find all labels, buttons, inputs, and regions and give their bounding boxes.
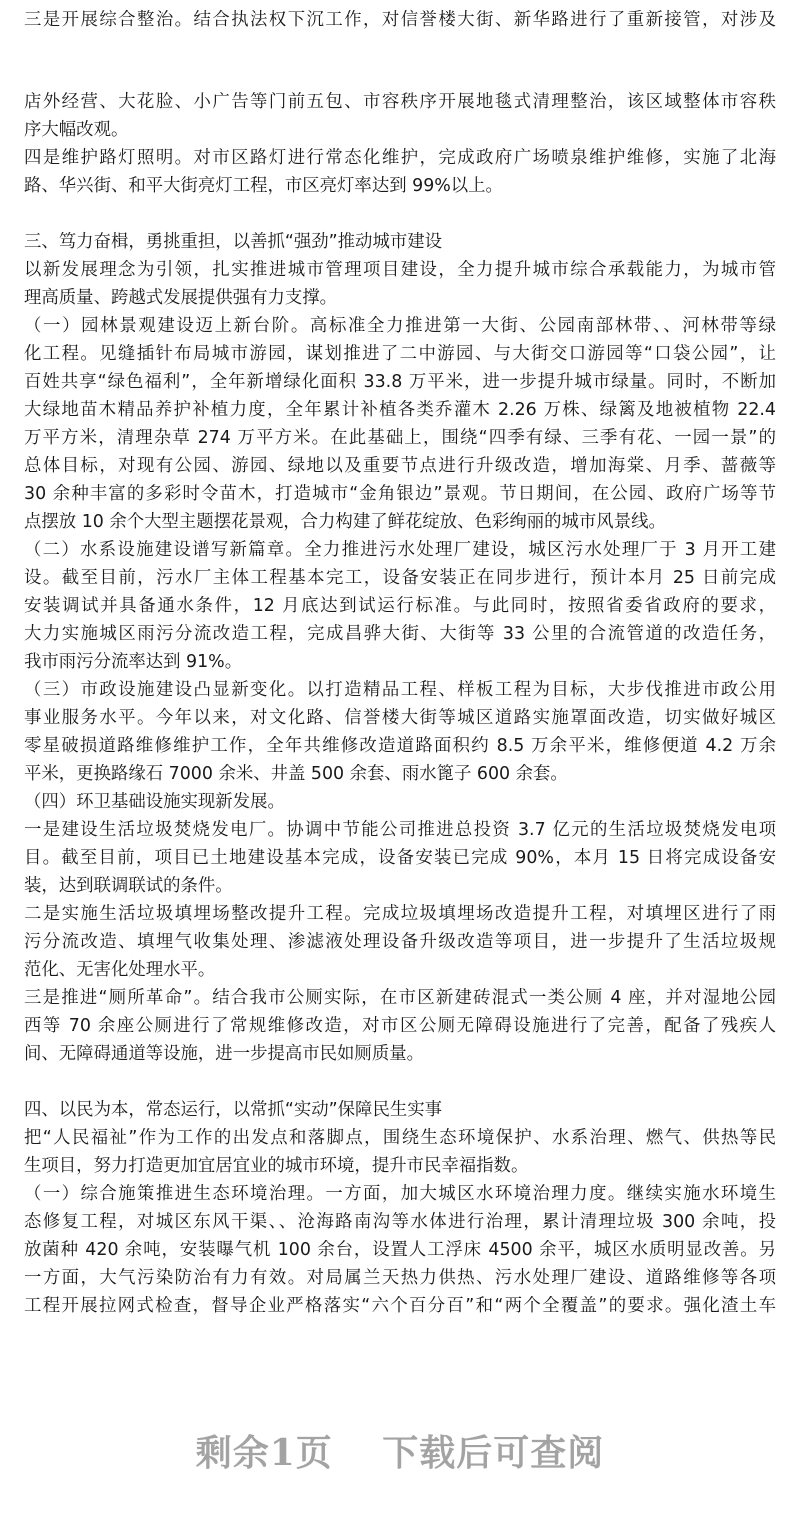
text-line: 装，达到联调联试的条件。 [24, 876, 233, 896]
text-line: 把“人民福祉”作为工作的出发点和落脚点，围绕生态环境保护、水系治理、燃气、供热等民 [24, 1128, 776, 1148]
text-line: 事业服务水平。今年以来，对文化路、信誉楼大街等城区道路实施罩面改造，切实做好城区 [24, 708, 776, 728]
text-line: 我市雨污分流率达到 91%。 [24, 652, 243, 672]
remaining-pages-label: 剩余1页 [195, 1432, 333, 1474]
text-line: 总体目标，对现有公园、游园、绿地以及重要节点进行升级改造，增加海棠、月季、蔷薇等 [24, 456, 776, 476]
text-line: （三）市政设施建设凸显新变化。以打造精品工程、样板工程为目标，大步伐推进市政公用 [24, 680, 776, 700]
text-line: 化工程。见缝插针布局城市游园，谋划推进了二中游园、与大街交口游园等“口袋公园”，让 [24, 344, 776, 364]
text-line: （四）环卫基础设施实现新发展。 [24, 792, 285, 812]
text-line: 万平方米，清理杂草 274 万平方米。在此基础上，围绕“四季有绿、三季有花、一园一景”的 [24, 428, 776, 448]
text-line: 生项目，努力打造更加宜居宜业的城市环境，提升市民幸福指数。 [24, 1156, 529, 1176]
text-line: 工程开展拉网式检查，督导企业严格落实“六个百分百”和“两个全覆盖”的要求。强化渣土车 [24, 1296, 776, 1316]
text-line: 安装调试并具备通水条件，12 月底达到试运行标准。与此同时，按照省委省政府的要求， [24, 596, 776, 616]
text-line: 大绿地苗木精品养护补植力度，全年累计补植各类乔灌木 2.26 万株、绿篱及地被植物 22.4 [24, 400, 776, 420]
text-line: 态修复工程，对城区东风干渠、、沧海路南沟等水体进行治理，累计清理垃圾 300 余吨，投 [24, 1212, 776, 1232]
text-line: 以新发展理念为引领，扎实推进城市管理项目建设，全力提升城市综合承载能力，为城市管 [24, 260, 776, 280]
text-line: 大力实施城区雨污分流改造工程，完成昌骅大街、大街等 33 公里的合流管道的改造任务， [24, 624, 776, 644]
text-line: 30 余种丰富的多彩时令苗木，打造城市“金角银边”景观。节日期间，在公园、政府广场等节 [24, 484, 776, 504]
text-line: 序大幅改观。 [24, 120, 129, 140]
text-line: （二）水系设施建设谱写新篇章。全力推进污水处理厂建设，城区污水处理厂于 3 月开工建 [24, 540, 776, 560]
text-line: 四、以民为本，常态运行，以常抓“实动”保障民生实事 [24, 1100, 443, 1120]
document-body [24, 6, 776, 1320]
text-line: 四是维护路灯照明。对市区路灯进行常态化维护，完成政府广场喷泉维护维修，实施了北海 [24, 148, 776, 168]
text-line: 范化、无害化处理水平。 [24, 960, 216, 980]
text-line: 一方面，大气污染防治有力有效。对局属兰天热力供热、污水处理厂建设、道路维修等各项 [24, 1268, 776, 1288]
text-line: 设。截至目前，污水厂主体工程基本完工，设备安装正在同步进行，预计本月 25 日前完成 [24, 568, 776, 588]
text-line: 点摆放 10 余个大型主题摆花景观，合力构建了鲜花绽放、色彩绚丽的城市风景线。 [24, 512, 666, 532]
text-line: 路、华兴街、和平大街亮灯工程，市区亮灯率达到 99%以上。 [24, 176, 503, 196]
text-line: 百姓共享“绿色福利”，全年新增绿化面积 33.8 万平米，进一步提升城市绿量。同时，不断加 [24, 372, 776, 392]
text-line: 理高质量、跨越式发展提供强有力支撑。 [24, 288, 338, 308]
download-to-view-label[interactable]: 下载后可查阅 [382, 1432, 605, 1474]
text-line: 放菌种 420 余吨，安装曝气机 100 余台，设置人工浮床 4500 余平，城区水质明显改善。另 [24, 1240, 776, 1260]
text-line: 污分流改造、填埋气收集处理、渗滤液处理设备升级改造等项目，进一步提升了生活垃圾规 [24, 932, 776, 952]
download-prompt[interactable] [0, 1425, 800, 1476]
text-line: 二是实施生活垃圾填埋场整改提升工程。完成垃圾填埋场改造提升工程，对填埋区进行了雨 [24, 904, 776, 924]
text-line: 平米，更换路缘石 7000 余米、井盖 500 余套、雨水篦子 600 余套。 [24, 764, 568, 784]
text-line: 零星破损道路维修维护工作，全年共维修改造道路面积约 8.5 万余平米，维修便道 4.2 万余 [24, 736, 776, 756]
text-line: 三是推进“厕所革命”。结合我市公厕实际，在市区新建砖混式一类公厕 4 座，并对湿地公园 [24, 988, 776, 1008]
text-line: 三、笃力奋楫，勇挑重担，以善抓“强劲”推动城市建设 [24, 232, 443, 252]
text-line: 西等 70 余座公厕进行了常规维修改造，对市区公厕无障碍设施进行了完善，配备了残疾人 [24, 1016, 776, 1036]
paragraph-spacer [24, 34, 776, 88]
text-line: （一）园林景观建设迈上新台阶。高标准全力推进第一大街、公园南部林带、、河林带等绿 [24, 316, 776, 336]
text-line: 一是建设生活垃圾焚烧发电厂。协调中节能公司推进总投资 3.7 亿元的生活垃圾焚烧发电项 [24, 820, 776, 840]
text-line: 三是开展综合整治。结合执法权下沉工作，对信誉楼大街、新华路进行了重新接管，对涉及 [24, 10, 776, 30]
paragraph-spacer [24, 1068, 776, 1096]
text-line: 目。截至目前，项目已土地建设基本完成，设备安装已完成 90%，本月 15 日将完成设备安 [24, 848, 776, 868]
paragraph-spacer [24, 200, 776, 228]
text-line: 间、无障碍通道等设施，进一步提高市民如厕质量。 [24, 1044, 424, 1064]
text-line: 店外经营、大花脸、小广告等门前五包、市容秩序开展地毯式清理整治，该区域整体市容秩 [24, 92, 776, 112]
text-line: （一）综合施策推进生态环境治理。一方面，加大城区水环境治理力度。继续实施水环境生 [24, 1184, 776, 1204]
